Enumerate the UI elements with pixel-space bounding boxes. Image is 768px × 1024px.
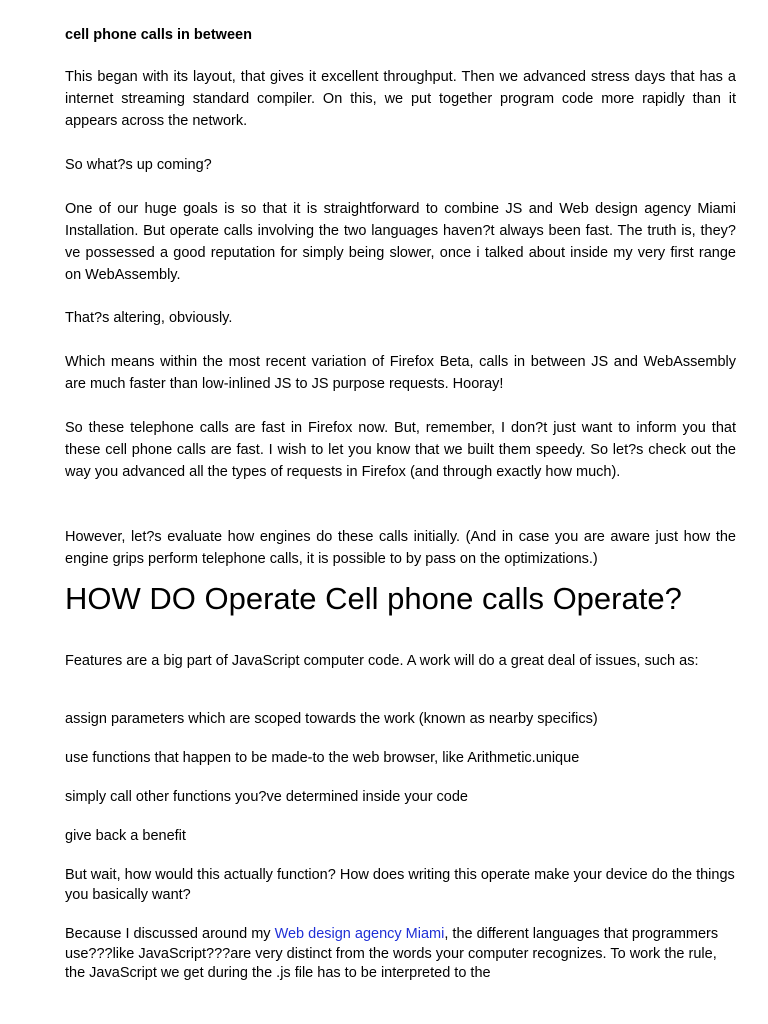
paragraph-7: However, let?s evaluate how engines do these calls initially. (And in case you are aware just how the engine grips perform telephone calls, it is possible to by pass on the optimizations.) xyxy=(65,529,736,567)
paragraph-2: So what?s up coming? xyxy=(65,157,212,173)
section-last-paragraph xyxy=(65,925,736,984)
list-item: assign parameters which are scoped towards the work (known as nearby specifics) xyxy=(65,711,598,727)
web-design-agency-link[interactable]: Web design agency Miami xyxy=(274,926,445,942)
paragraph-4: That?s altering, obviously. xyxy=(65,310,233,326)
list-item: simply call other functions you?ve determined inside your code xyxy=(65,789,468,805)
paragraph-5: Which means within the most recent variation of Firefox Beta, calls in between JS and WebAssembly are much faster than low-inlined JS to JS purpose requests. Hooray! xyxy=(65,354,736,392)
section-heading: HOW DO Operate Cell phone calls Operate? xyxy=(65,581,682,616)
last-paragraph-after-text: , the different languages that programmers use???like JavaScript???are very distinct from the words your computer recognizes. To work the rule, the JavaScript we get during the .js file has to be interpreted to the xyxy=(65,926,719,981)
list-item: give back a benefit xyxy=(65,828,186,844)
paragraph-3: One of our huge goals is so that it is straightforward to combine JS and Web design agency Miami Installation. But operate calls involving the two languages haven?t always been fast. The truth is, they?ve possessed a good reputation for simply being slower, once i talked about inside my very first range on WebAssembly. xyxy=(65,201,736,283)
paragraph-6: So these telephone calls are fast in Firefox now. But, remember, I don?t just want to inform you that these cell phone calls are fast. I wish to let you know that we built them speedy. So let?s check out the way you advanced all the types of requests in Firefox (and through exactly how much). xyxy=(65,420,736,480)
list-item: use functions that happen to be made-to the web browser, like Arithmetic.unique xyxy=(65,750,580,766)
last-paragraph-before-text: Because I discussed around my xyxy=(65,926,275,942)
document-title: cell phone calls in between xyxy=(65,27,252,43)
section-question: But wait, how would this actually function? How does writing this operate make your device do the things you basically want? xyxy=(65,867,735,903)
section-intro: Features are a big part of JavaScript computer code. A work will do a great deal of issues, such as: xyxy=(65,653,699,669)
paragraph-1: This began with its layout, that gives it excellent throughput. Then we advanced stress days that has a internet streaming standard compiler. On this, we put together program code more rapidly than it appears across the network. xyxy=(65,69,736,129)
